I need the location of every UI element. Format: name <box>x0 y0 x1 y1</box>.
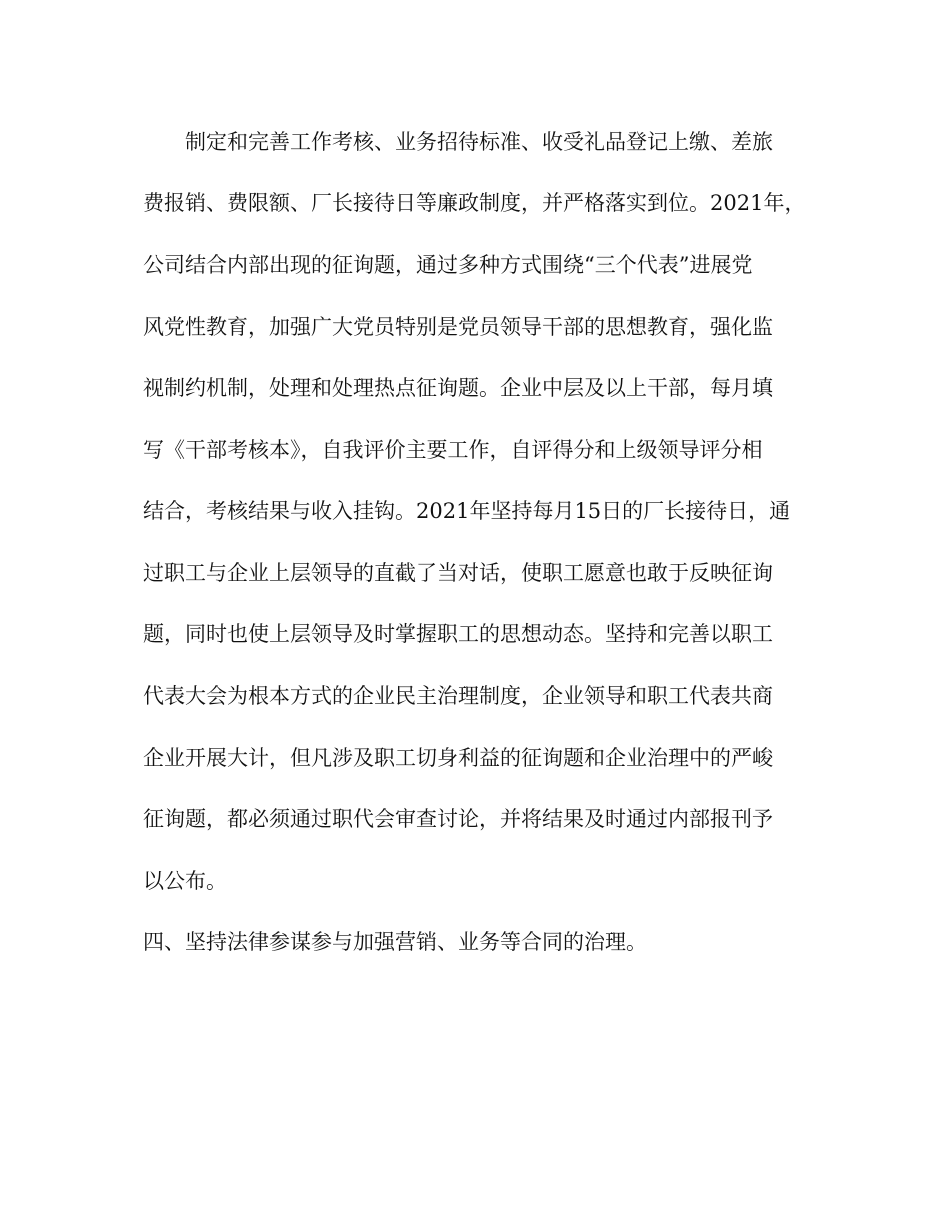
paragraph-line-6: 写《干部考核本》，自我评价主要工作，自评得分和上级领导评分相 <box>143 438 763 462</box>
paragraph-line-12: 征询题，都必须通过职代会审查讨论，并将结果及时通过内部报刊予 <box>143 807 773 831</box>
paragraph-line-8: 过职工与企业上层领导的直截了当对话，使职工愿意也敢于反映征询 <box>143 561 773 585</box>
paragraph-line-4: 风党性教育，加强广大党员特别是党员领导干部的思想教育，强化监 <box>143 315 773 339</box>
paragraph-line-3: 公司结合内部出现的征询题，通过多种方式围绕“三个代表”进展党 <box>143 253 753 277</box>
paragraph-line-11: 企业开展大计，但凡涉及职工切身利益的征询题和企业治理中的严峻 <box>143 746 773 770</box>
paragraph-line-1: 制定和完善工作考核、业务招待标准、收受礼品登记上缴、差旅 <box>185 130 773 154</box>
paragraph-line-10: 代表大会为根本方式的企业民主治理制度，企业领导和职工代表共商 <box>143 684 773 708</box>
paragraph-line-7: 结合，考核结果与收入挂钩。2021年坚持每月15日的厂长接待日，通 <box>143 499 791 523</box>
paragraph-line-15 <box>143 984 823 1024</box>
paragraph-line-13: 以公布。 <box>143 869 227 893</box>
paragraph-line-16 <box>143 1045 823 1085</box>
paragraph-line-5: 视制约机制，处理和处理热点征询题。企业中层及以上干部，每月填 <box>143 376 773 400</box>
paragraph-line-9: 题，同时也使上层领导及时掌握职工的思想动态。坚持和完善以职工 <box>143 622 773 646</box>
paragraph-line-14: 四、坚持法律参谋参与加强营销、业务等合同的治理。 <box>143 930 647 954</box>
paragraph-line-2: 费报销、费限额、厂长接待日等廉政制度，并严格落实到位。2021年， <box>143 191 806 215</box>
